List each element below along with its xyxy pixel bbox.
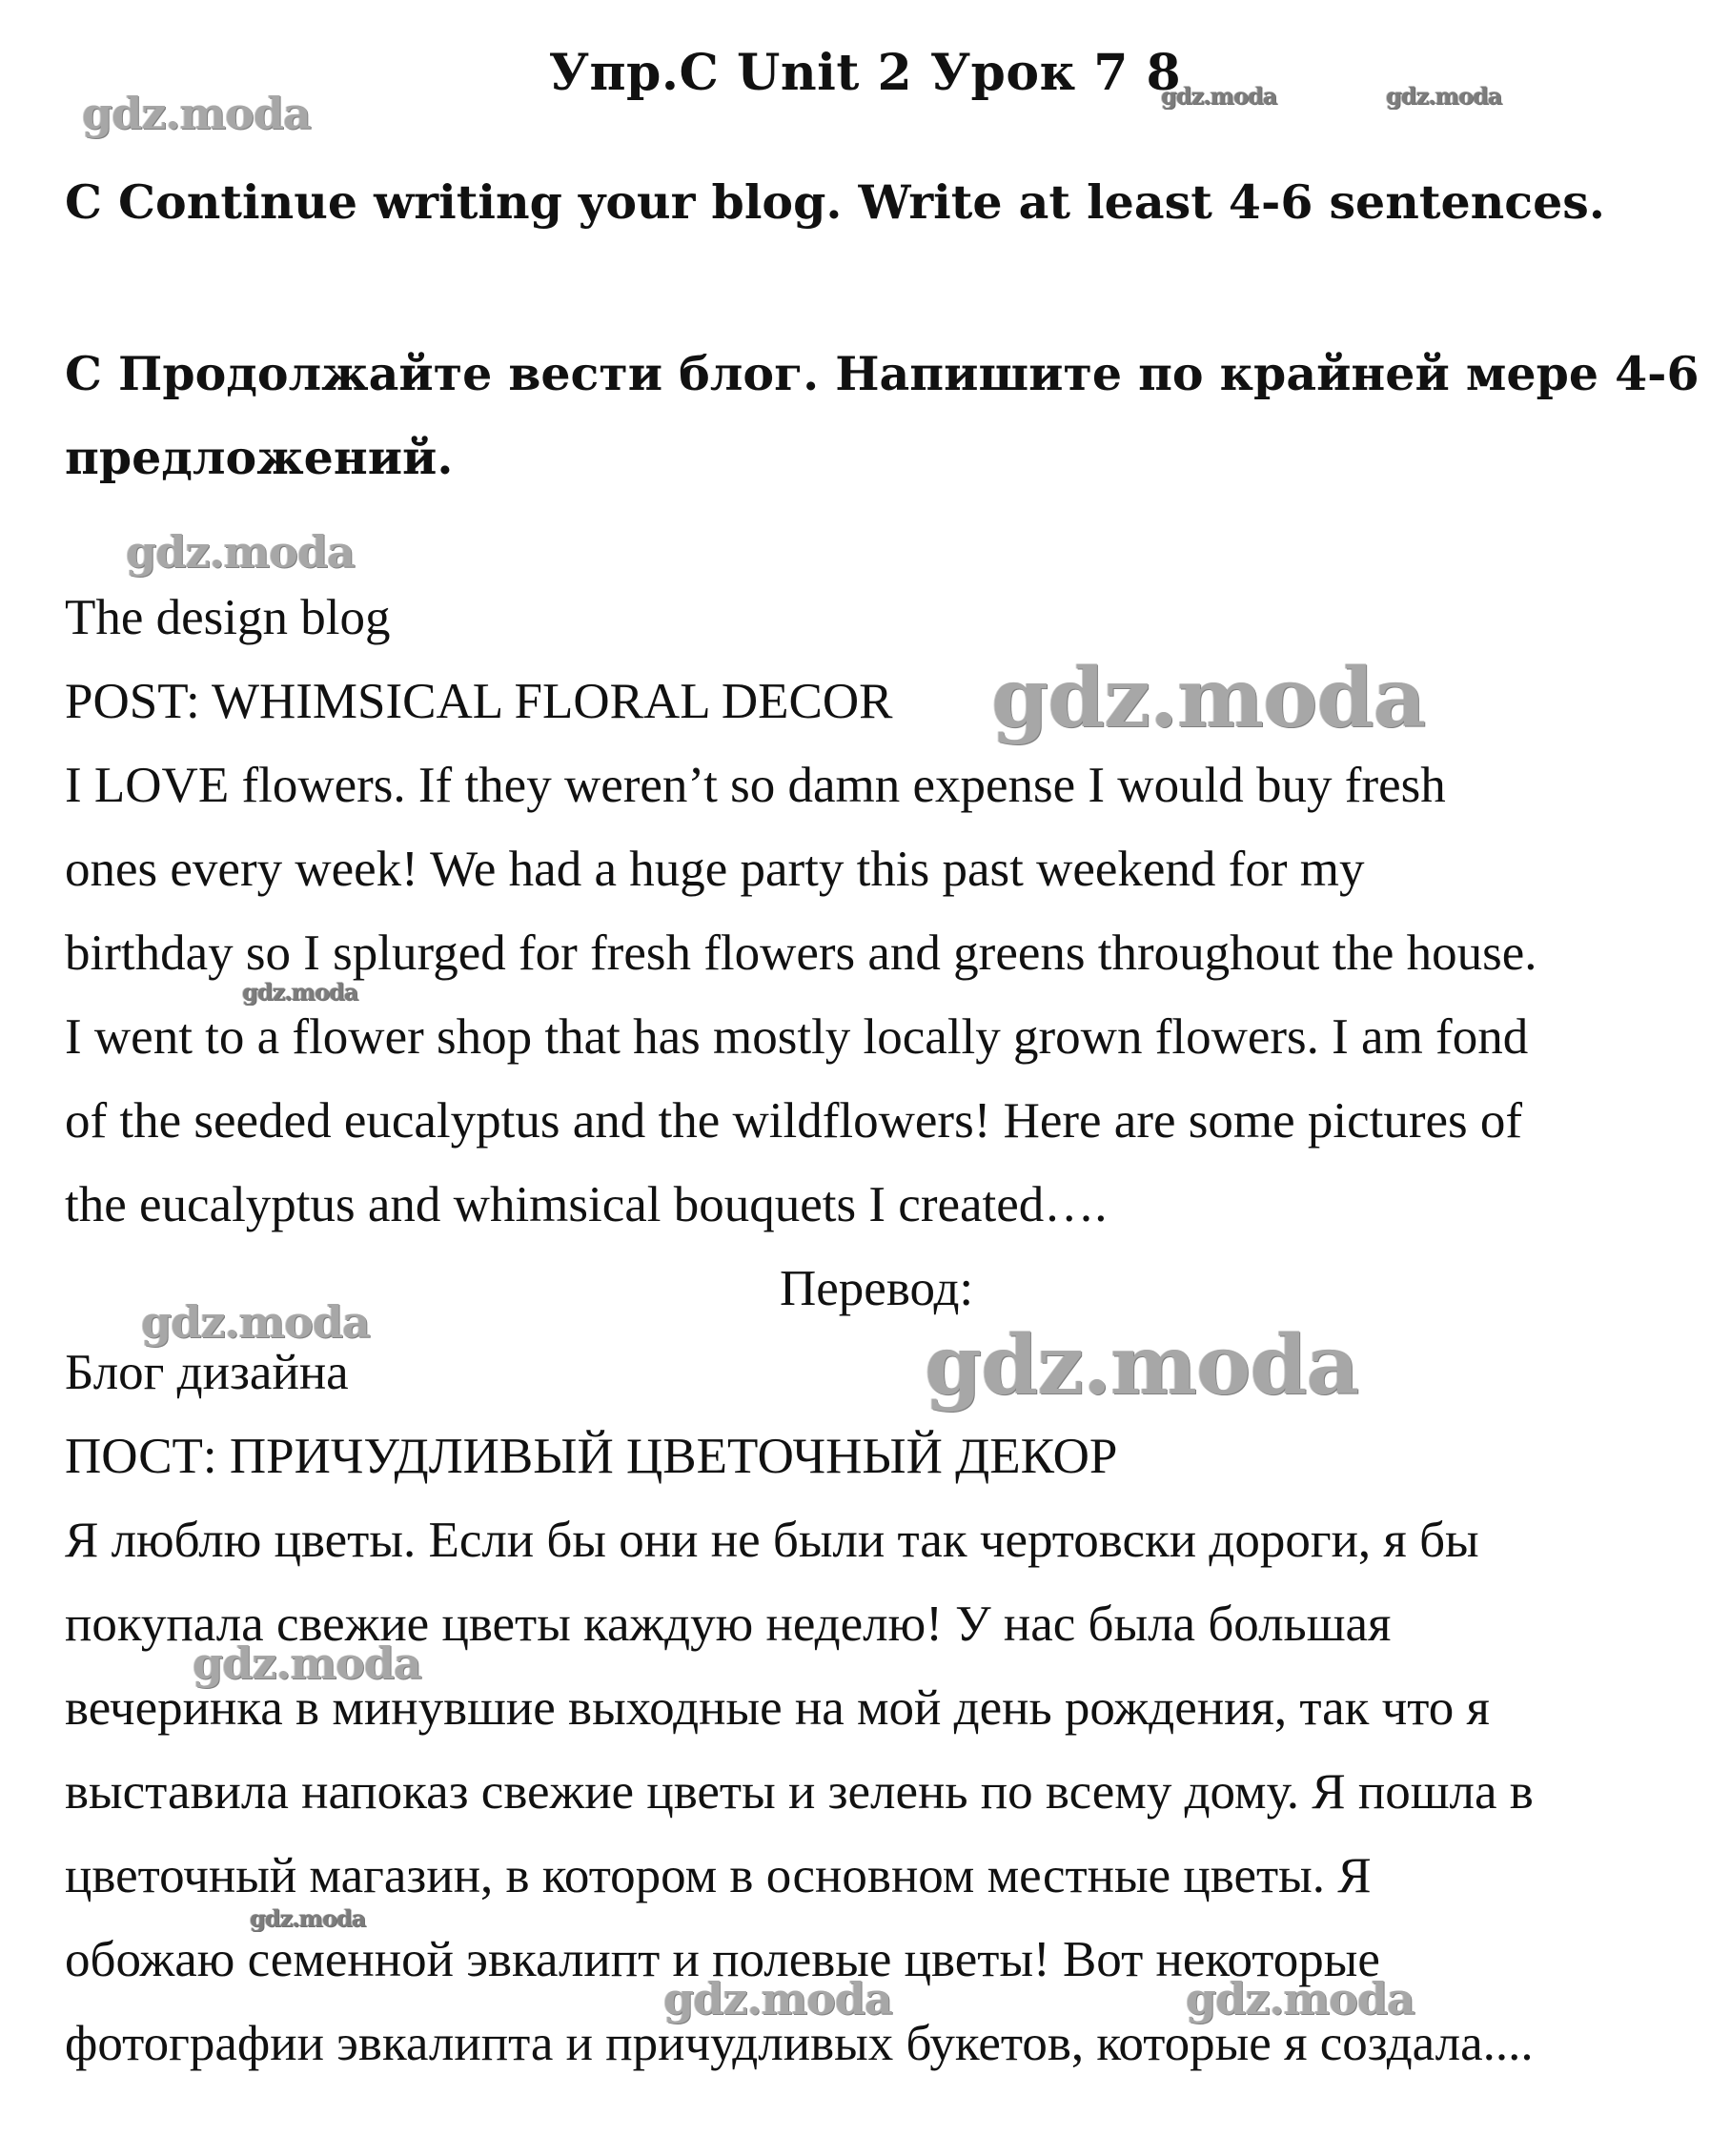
- blog-text-line: I LOVE flowers. If they weren’t so damn expense I would buy fresh: [65, 758, 1446, 813]
- blog-text-line-ru: покупала свежие цветы каждую неделю! У нас была большая: [65, 1597, 1392, 1652]
- blog-post-heading-ru: ПОСТ: ПРИЧУДЛИВЫЙ ЦВЕТОЧНЫЙ ДЕКОР: [65, 1429, 1118, 1484]
- blog-text-line: birthday so I splurged for fresh flowers and greens throughout the house.: [65, 925, 1537, 981]
- blog-post-heading: POST: WHIMSICAL FLORAL DECOR: [65, 674, 893, 729]
- watermark: gdz.moda: [1161, 82, 1277, 110]
- watermark: gdz.moda: [1386, 82, 1502, 110]
- watermark: gdz.moda: [82, 88, 311, 139]
- exercise-heading: Упр.С Unit 2 Урок 7 8: [548, 44, 1182, 102]
- task-russian-line: предложений.: [65, 430, 454, 485]
- task-russian-line: С Продолжайте вести блог. Напишите по крайней мере 4-6: [65, 346, 1699, 401]
- blog-text-line-ru: вечеринка в минувшие выходные на мой день рождения, так что я: [65, 1680, 1490, 1736]
- task-russian: [65, 332, 1699, 499]
- blog-text-line: the eucalyptus and whimsical bouquets I created….: [65, 1177, 1108, 1232]
- watermark: gdz.moda: [126, 526, 355, 578]
- blog-text-line-ru: обожаю семенной эвкалипт и полевые цветы! Вот некоторые: [65, 1932, 1380, 1987]
- blog-text-line-ru: Я люблю цветы. Если бы они не были так чертовски дороги, я бы: [65, 1513, 1479, 1568]
- watermark: gdz.moda: [141, 1296, 370, 1348]
- watermark: gdz.moda: [250, 1904, 366, 1932]
- watermark: gdz.moda: [242, 978, 358, 1006]
- blog-text-line: of the seeded eucalyptus and the wildflowers! Here are some pictures of: [65, 1093, 1523, 1149]
- blog-text-line: ones every week! We had a huge party this past weekend for my: [65, 842, 1365, 897]
- watermark: gdz.moda: [663, 1973, 892, 2024]
- translation-label: Перевод:: [780, 1261, 974, 1316]
- blog-text-line-ru: выставила напоказ свежие цветы и зелень по всему дому. Я пошла в: [65, 1764, 1534, 1820]
- watermark: gdz.moda: [925, 1317, 1359, 1414]
- watermark: gdz.moda: [193, 1637, 421, 1689]
- blog-text-line-ru: цветочный магазин, в котором в основном местные цветы. Я: [65, 1848, 1372, 1903]
- answer-english: [65, 576, 1699, 1247]
- task-english: C Continue writing your blog. Write at least 4-6 sentences.: [65, 174, 1605, 230]
- blog-title-ru: Блог дизайна: [65, 1345, 349, 1400]
- watermark: gdz.moda: [1186, 1973, 1415, 2024]
- blog-title: The design blog: [65, 590, 391, 645]
- blog-text-line: I went to a flower shop that has mostly locally grown flowers. I am fond: [65, 1009, 1529, 1065]
- blog-text-line-ru: фотографии эвкалипта и причудливых букетов, которые я создала....: [65, 2016, 1534, 2071]
- watermark: gdz.moda: [991, 650, 1426, 746]
